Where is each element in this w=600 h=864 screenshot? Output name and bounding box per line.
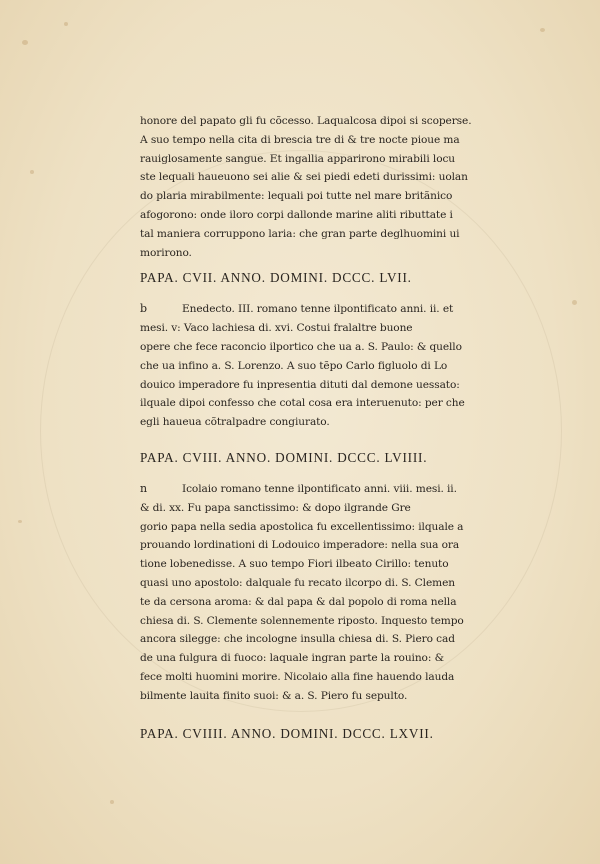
text-line: ste lequali haueuono sei alie & sei piedi edeti durissimi: uolan bbox=[140, 171, 468, 184]
text-line: quasi uno apostolo: dalquale fu recato ilcorpo di. S. Clemen bbox=[140, 576, 455, 589]
text-line: te da cersona aroma: & dal papa & dal popolo di roma nella bbox=[140, 595, 457, 608]
text-line: douico imperadore fu inpresentia dituti dal demone uessato: bbox=[140, 378, 460, 391]
text-line: ilquale dipoi confesso che cotal cosa era interuenuto: per che bbox=[140, 397, 465, 410]
paragraph-benedetto bbox=[140, 300, 500, 432]
text-line: tal maniera corruppono laria: che gran parte deglhuomini ui bbox=[140, 227, 460, 240]
foxing-spot bbox=[30, 170, 34, 174]
text-line: rauiglosamente sangue. Et ingallia apparirono mirabili locu bbox=[140, 152, 456, 165]
text-line: morirono. bbox=[140, 246, 192, 259]
foxing-spot bbox=[540, 28, 545, 32]
text-line: gorio papa nella sedia apostolica fu excellentissimo: ilquale a bbox=[140, 520, 464, 533]
intro-paragraph bbox=[140, 112, 500, 262]
chapter-heading: PAPA. CVIII. ANNO. DOMINI. DCCC. LVIIII. bbox=[140, 449, 428, 465]
guide-letter: b bbox=[140, 302, 148, 316]
text-line: Enedecto. III. romano tenne ilpontificato anni. ii. et bbox=[182, 303, 454, 316]
text-block bbox=[140, 112, 500, 756]
foxing-spot bbox=[572, 300, 577, 305]
text-line: mesi. v: Vaco lachiesa di. xvi. Costui fralaltre buone bbox=[140, 322, 413, 335]
text-line: chiesa di. S. Clemente solennemente riposto. Inquesto tempo bbox=[140, 614, 464, 627]
text-line: Icolaio romano tenne ilpontificato anni. viii. mesi. ii. bbox=[182, 482, 457, 495]
text-line: fece molti huomini morire. Nicolaio alla fine hauendo lauda bbox=[140, 670, 455, 683]
text-line: honore del papato gli fu cõcesso. Laqualcosa dipoi si scoperse. bbox=[140, 115, 472, 127]
text-line: egli haueua cõtralpadre congiurato. bbox=[140, 416, 330, 429]
foxing-spot bbox=[22, 40, 28, 45]
foxing-spot bbox=[110, 800, 114, 804]
text-line: tione lobenedisse. A suo tempo Fiori ilbeato Cirillo: tenuto bbox=[140, 558, 449, 571]
text-line: do plaria mirabilmente: lequali poi tutte nel mare britãnico bbox=[140, 190, 453, 203]
chapter-heading: PAPA. CVII. ANNO. DOMINI. DCCC. LVII. bbox=[140, 270, 412, 286]
text-line: de una fulgura di fuoco: laquale ingran parte la rouino: & bbox=[140, 652, 444, 665]
foxing-spot bbox=[18, 520, 22, 523]
text-line: opere che fece raconcio ilportico che ua a. S. Paulo: & quello bbox=[140, 340, 462, 353]
paragraph-nicolaio bbox=[140, 480, 500, 706]
text-line: afogorono: onde iloro corpi dallonde marine aliti ributtate i bbox=[140, 208, 453, 221]
text-line: ancora silegge: che incologne insulla chiesa di. S. Piero cad bbox=[140, 633, 455, 646]
chapter-heading: PAPA. CVIIII. ANNO. DOMINI. DCCC. LXVII. bbox=[140, 725, 434, 741]
foxing-spot bbox=[64, 22, 68, 26]
guide-letter: n bbox=[140, 481, 148, 495]
text-line: bilmente lauita finito suoi: & a. S. Piero fu sepulto. bbox=[140, 689, 408, 702]
text-line: che ua infino a. S. Lorenzo. A suo tẽpo Carlo figluolo di Lo bbox=[140, 359, 448, 372]
text-line: prouando lordinationi di Lodouico imperadore: nella sua ora bbox=[140, 539, 460, 552]
text-line: & di. xx. Fu papa sanctissimo: & dopo ilgrande Gre bbox=[140, 501, 411, 514]
text-line: A suo tempo nella cita di brescia tre di & tre nocte pioue ma bbox=[140, 133, 460, 146]
